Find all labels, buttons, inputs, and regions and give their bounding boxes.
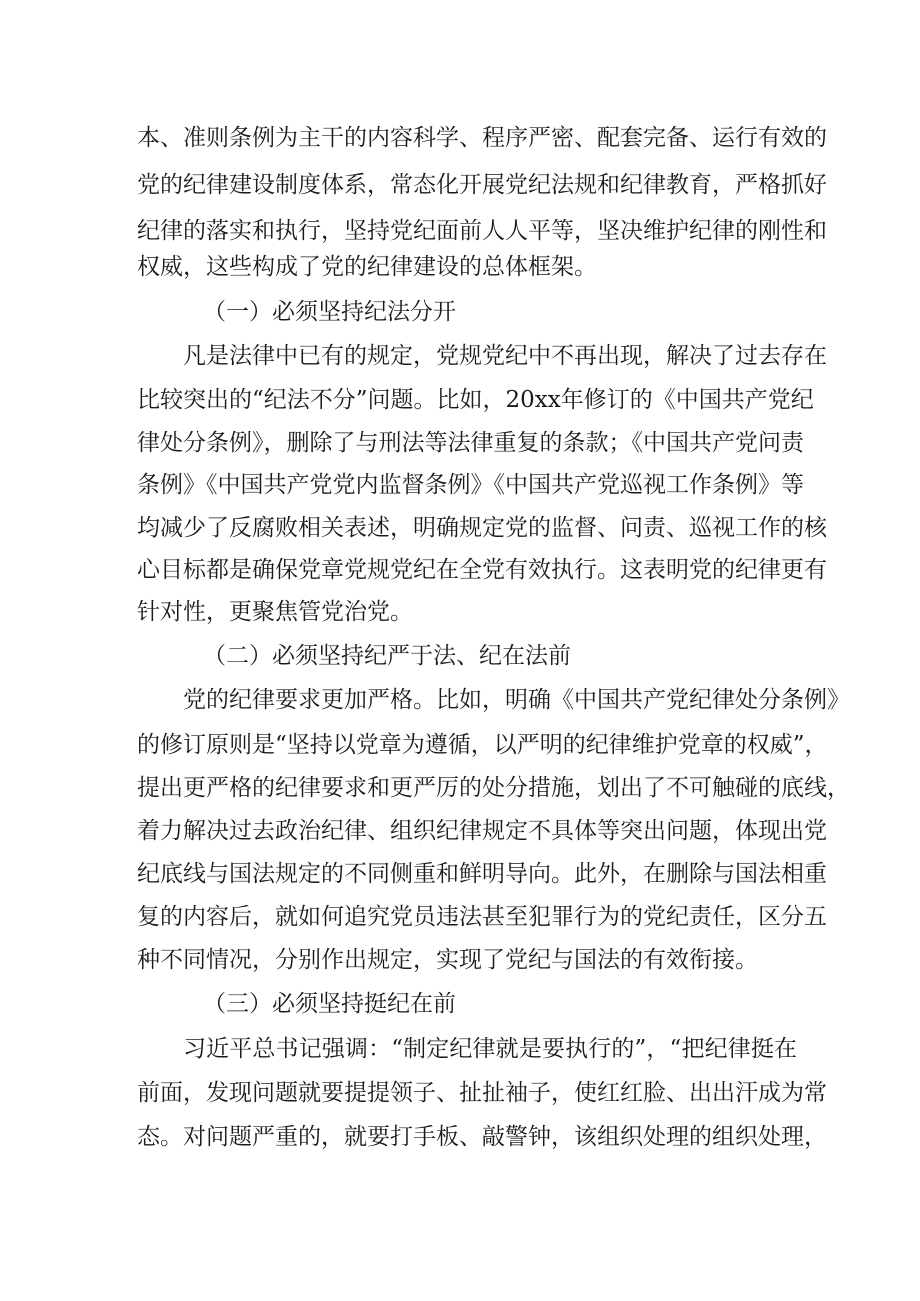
text-line: 纪律的落实和执行，坚持党纪面前人人平等，坚决维护纪律的刚性和 bbox=[137, 218, 827, 244]
section-heading: （三）必须坚持挺纪在前 bbox=[203, 991, 456, 1017]
text-line: 态。对问题严重的，就要打手板、敲警钟，该组织处理的组织处理， bbox=[137, 1124, 827, 1150]
text-line: 比较突出的“纪法不分”问题。比如，20xx年修订的《中国共产党纪 bbox=[137, 387, 814, 413]
text-line: 党的纪律要求更加严格。比如，明确《中国共产党纪律处分条例》 bbox=[183, 687, 850, 713]
text-line: 习近平总书记强调：“制定纪律就是要执行的”，“把纪律挺在 bbox=[183, 1036, 797, 1062]
text-line: 党的纪律建设制度体系，常态化开展党纪法规和纪律教育，严格抓好 bbox=[137, 172, 827, 198]
text-line: 针对性，更聚焦管党治党。 bbox=[137, 599, 413, 625]
text-line: 条例》《中国共产党党内监督条例》《中国共产党巡视工作条例》等 bbox=[137, 472, 804, 498]
text-line: 凡是法律中已有的规定，党规党纪中不再出现，解决了过去存在 bbox=[183, 343, 827, 369]
text-line: 种不同情况，分别作出规定，实现了党纪与国法的有效衔接。 bbox=[137, 947, 758, 973]
text-line: 提出更严格的纪律要求和更严厉的处分措施，划出了不可触碰的底线， bbox=[137, 775, 850, 801]
text-line: 均减少了反腐败相关表述，明确规定党的监督、问责、巡视工作的核 bbox=[137, 515, 827, 541]
text-line: 的修订原则是“坚持以党章为遵循，以严明的纪律维护党章的权威”， bbox=[137, 732, 828, 758]
text-line: 本、准则条例为主干的内容科学、程序严密、配套完备、运行有效的 bbox=[137, 125, 827, 151]
text-line: 纪底线与国法规定的不同侧重和鲜明导向。此外，在删除与国法相重 bbox=[137, 861, 827, 887]
section-heading: （二）必须坚持纪严于法、纪在法前 bbox=[203, 643, 571, 669]
text-line: 律处分条例》，删除了与刑法等法律重复的条款；《中国共产党问责 bbox=[137, 430, 804, 456]
text-line: 复的内容后，就如何追究党员违法甚至犯罪行为的党纪责任，区分五 bbox=[137, 904, 827, 930]
text-line: 心目标都是确保党章党规党纪在全党有效执行。这表明党的纪律更有 bbox=[137, 557, 827, 583]
text-line: 权威，这些构成了党的纪律建设的总体框架。 bbox=[137, 254, 597, 280]
text-line: 着力解决过去政治纪律、组织纪律规定不具体等突出问题，体现出党 bbox=[137, 818, 827, 844]
text-line: 前面，发现问题就要提提领子、扯扯袖子，使红红脸、出出汗成为常 bbox=[137, 1080, 827, 1106]
section-heading: （一）必须坚持纪法分开 bbox=[203, 299, 456, 325]
